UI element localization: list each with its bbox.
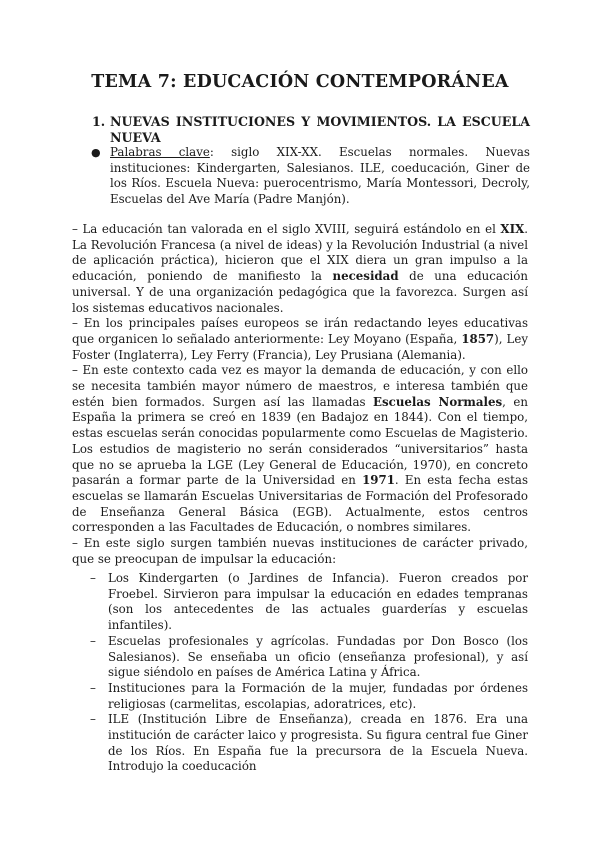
text-run: – En los principales países europeos se irán redactando leyes educativas que organicen lo señalado anteriormente: Ley Moyano (España, — [72, 316, 528, 346]
list-marker: – — [90, 633, 96, 648]
list-item — [90, 571, 528, 634]
bold-run: XIX — [500, 222, 525, 236]
section-heading: NUEVAS INSTITUCIONES Y MOVIMIENTOS. LA ESCUELA NUEVA — [110, 114, 530, 145]
list-item-text: Los Kindergarten (o Jardines de Infancia). Fueron creados por Froebel. Sirvieron para impulsar la educación en edades tempranas (son los antecedentes de las actuales guarderías y escuelas infantiles). — [108, 571, 528, 633]
text-run: . En esta fecha estas escuelas se llamarán Escuelas Universitarias de Formación del Profesorado de Enseñanza General Básica (EGB). Actualmente, estos centros corresponden a las Facultades de Educación, o nombres similares. — [72, 473, 528, 535]
paragraph-3 — [72, 363, 528, 536]
paragraph-2 — [72, 316, 528, 363]
list-item-text: ILE (Institución Libre de Enseñanza), creada en 1876. Era una institución de carácter laico y progresista. Su figura central fue Giner de los Ríos. En España fue la precursora de la Escuela Nueva. Introdujo la coeducación — [108, 712, 528, 774]
paragraph-1 — [72, 222, 528, 316]
list-item — [90, 634, 528, 681]
list-marker: – — [90, 712, 96, 727]
list-item — [90, 681, 528, 712]
text-run: – En este contexto cada vez es mayor la demanda de educación, y con ello se necesita también mayor número de maestros, e interesa también que estén bien formados. Surgen así las llamadas — [72, 363, 528, 409]
text-run: . La Revolución Francesa (a nivel de ideas) y la Revolución Industrial (a nivel de aplicación práctica), hicieron que el XIX diera un gran impulso a la educación, poniendo de manifiesto la — [72, 222, 528, 284]
bullet-icon: ● — [91, 146, 101, 159]
page-title: TEMA 7: EDUCACIÓN CONTEMPORÁNEA — [91, 72, 509, 92]
keywords-text: : siglo XIX-XX. Escuelas normales. Nuevas instituciones: Kindergarten, Salesianos. ILE, coeducación, Giner de los Ríos. Escuela Nueva: puerocentrismo, María Montessori, Decroly, Escuelas del Ave María (Padre Manjón). — [110, 145, 530, 206]
bold-run: Escuelas Normales — [373, 394, 503, 409]
text-run: , en España la primera se creó en 1839 (en Badajoz en 1844). Con el tiempo, estas escuelas serán conocidas popularmente como Escuelas de Magisterio. Los estudios de magisterio no serán considerados “universitarios” hasta que no se aprueba la LGE (Ley General de Educación, 1970), en concreto pasarán a formar parte de la Universidad en — [72, 394, 528, 488]
keywords-paragraph — [110, 145, 530, 207]
section-number: 1. — [92, 114, 106, 129]
bold-run: 1857 — [461, 331, 495, 346]
body-text — [72, 222, 528, 567]
paragraph-4: – En este siglo surgen también nuevas instituciones de carácter privado, que se preocupan de impulsar la educación: — [72, 536, 528, 566]
list-item-text: Instituciones para la Formación de la mujer, fundadas por órdenes religiosas (carmelitas, escolapias, adoratrices, etc). — [108, 680, 528, 711]
list-item — [90, 712, 528, 775]
bold-run: necesidad — [332, 269, 399, 284]
list-marker: – — [90, 571, 96, 585]
keywords-label: Palabras clave — [110, 145, 210, 159]
bold-run: 1971 — [362, 473, 395, 488]
text-run: – La educación tan valorada en el siglo XVIII, seguirá estándolo en el — [72, 222, 501, 236]
institutions-list — [90, 571, 528, 775]
list-item-text: Escuelas profesionales y agrícolas. Fundadas por Don Bosco (los Salesianos). Se enseñaba un oficio (enseñanza profesional), y así sigue siéndolo en países de América Latina y África. — [108, 633, 528, 680]
list-marker: – — [90, 680, 96, 695]
text-run: de una educación universal. Y de una organización pedagógica que la favorezca. Surgen así los sistemas educativos nacionales. — [72, 269, 528, 315]
text-run: ), Ley Foster (Inglaterra), Ley Ferry (Francia), Ley Prusiana (Alemania). — [72, 331, 528, 362]
